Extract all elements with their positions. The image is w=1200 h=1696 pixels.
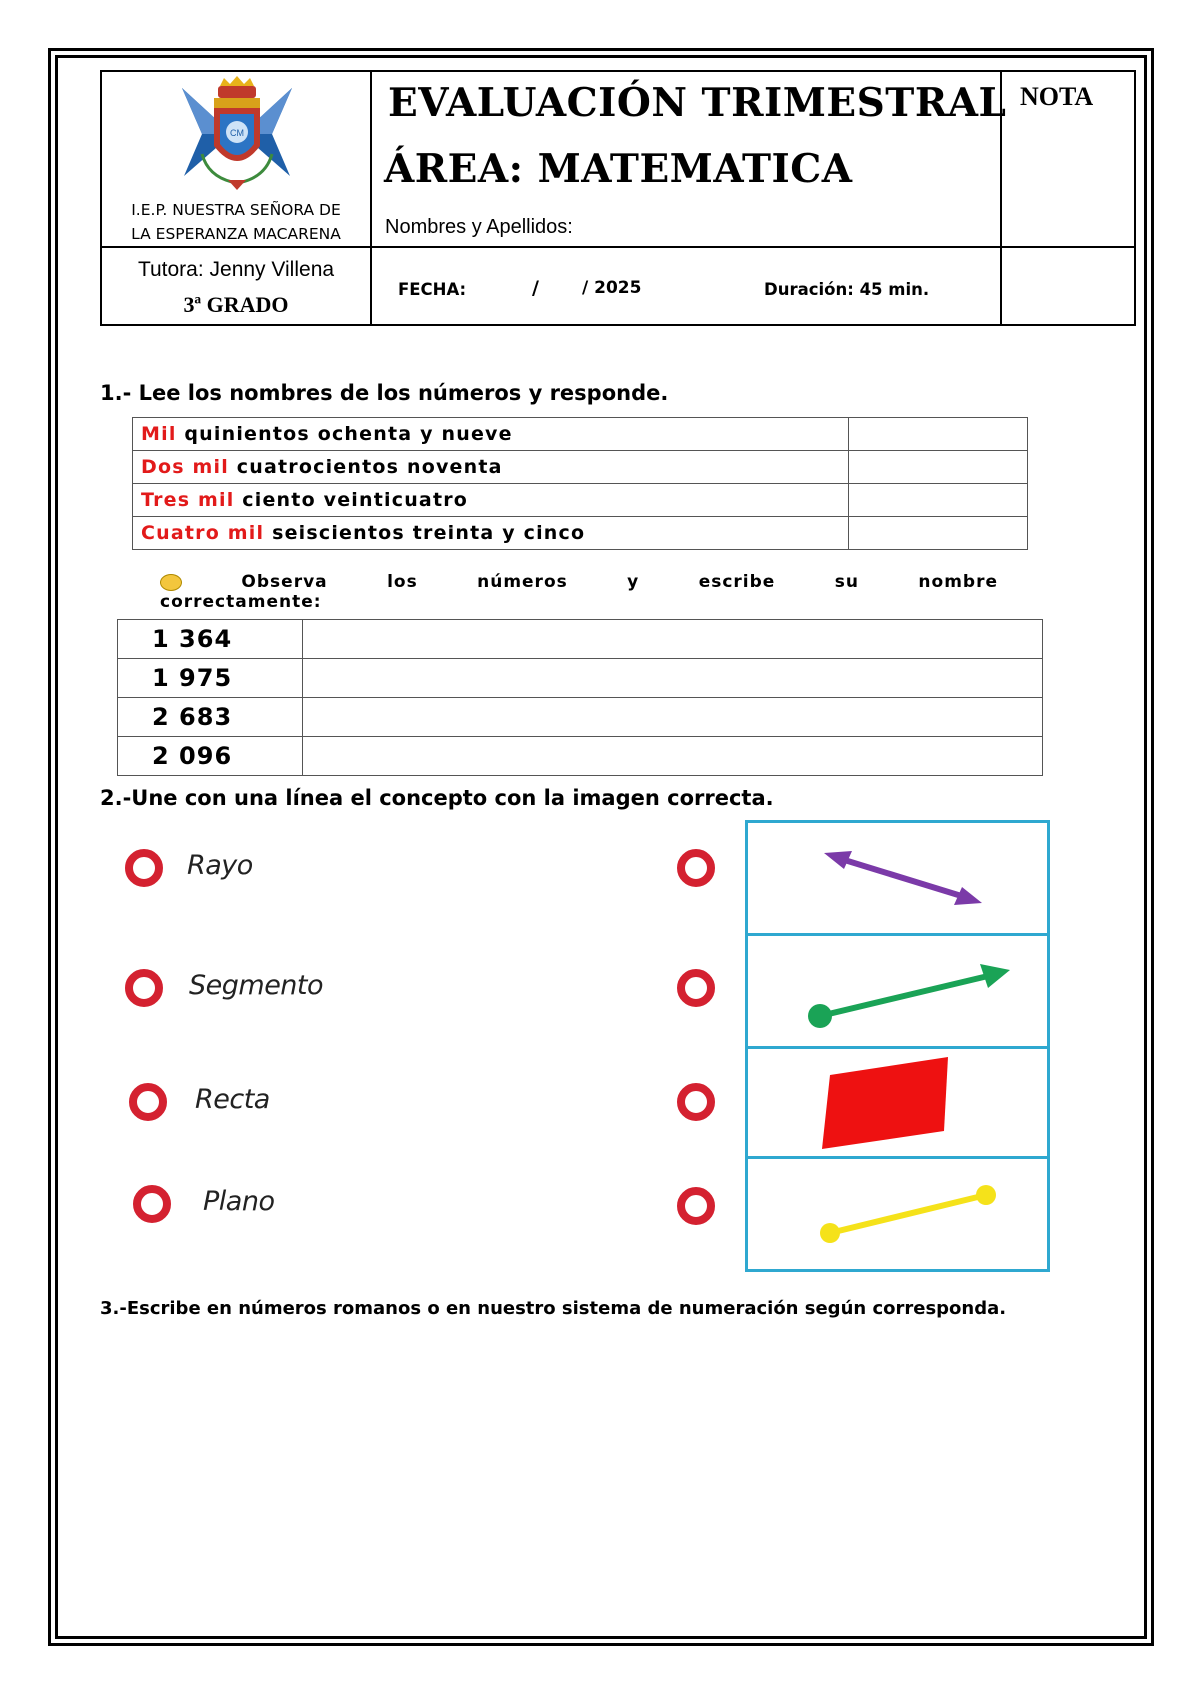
table-row: 2 096 bbox=[118, 737, 1043, 776]
question-3-title: 3.-Escribe en números romanos o en nuestro sistema de numeración según corresponda. bbox=[100, 1298, 1007, 1319]
answer-cell[interactable] bbox=[849, 484, 1028, 517]
answer-cell[interactable] bbox=[303, 659, 1043, 698]
connect-circle-icon[interactable] bbox=[124, 848, 164, 888]
question-1-title: 1.- Lee los nombres de los números y responde. bbox=[100, 381, 669, 405]
connect-circle-icon[interactable] bbox=[124, 968, 164, 1008]
school-name: I.E.P. NUESTRA SEÑORA DE LA ESPERANZA MACARENA bbox=[131, 201, 341, 243]
date-slash: / bbox=[532, 277, 539, 299]
answer-cell[interactable] bbox=[849, 451, 1028, 484]
svg-text:CM: CM bbox=[230, 128, 244, 138]
connect-circle-icon[interactable] bbox=[676, 1186, 716, 1226]
smiley-icon bbox=[160, 574, 182, 591]
instruction-observe: Observa los números y escribe su nombre correctamente: bbox=[160, 572, 998, 612]
date-label: FECHA: bbox=[398, 280, 467, 299]
connect-circle-icon[interactable] bbox=[676, 1082, 716, 1122]
concept-segmento: Segmento bbox=[189, 970, 324, 1001]
subject-area: ÁREA: MATEMATICA bbox=[384, 146, 853, 192]
table-row: 1 364 bbox=[118, 620, 1043, 659]
numbers-table bbox=[117, 619, 1043, 776]
table-row: 1 975 bbox=[118, 659, 1043, 698]
image-box-segment bbox=[745, 1156, 1050, 1272]
table-row: Tres mil ciento veinticuatro bbox=[133, 484, 1028, 517]
table-row: Cuatro mil seiscientos treinta y cinco bbox=[133, 517, 1028, 550]
connect-circle-icon[interactable] bbox=[132, 1184, 172, 1224]
answer-cell[interactable] bbox=[303, 698, 1043, 737]
connect-circle-icon[interactable] bbox=[676, 968, 716, 1008]
table-row: Mil quinientos ochenta y nueve bbox=[133, 418, 1028, 451]
exam-title: EVALUACIÓN TRIMESTRAL bbox=[388, 80, 1007, 126]
names-field-label: Nombres y Apellidos: bbox=[385, 216, 573, 238]
image-box-plane bbox=[745, 1046, 1050, 1159]
concept-recta: Recta bbox=[195, 1084, 270, 1115]
answer-cell[interactable] bbox=[849, 517, 1028, 550]
table-row: 2 683 bbox=[118, 698, 1043, 737]
grade-label: NOTA bbox=[1020, 82, 1094, 111]
header-table bbox=[100, 70, 1136, 326]
concept-rayo: Rayo bbox=[187, 850, 253, 881]
number-names-table bbox=[132, 417, 1028, 550]
answer-cell[interactable] bbox=[849, 418, 1028, 451]
duration-label: Duración: 45 min. bbox=[764, 280, 930, 299]
answer-cell[interactable] bbox=[303, 737, 1043, 776]
date-year: / 2025 bbox=[582, 278, 642, 298]
image-box-line bbox=[745, 820, 1050, 936]
table-row: Dos mil cuatrocientos noventa bbox=[133, 451, 1028, 484]
concept-plano: Plano bbox=[203, 1186, 275, 1217]
tutor-name: Tutora: Jenny Villena bbox=[137, 258, 335, 281]
school-crest-logo bbox=[162, 76, 312, 196]
grade-level: 3ª GRADO bbox=[183, 292, 289, 317]
connect-circle-icon[interactable] bbox=[128, 1082, 168, 1122]
parallelogram-icon bbox=[748, 1049, 1047, 1156]
image-box-ray bbox=[745, 933, 1050, 1049]
segment-icon bbox=[748, 1159, 1047, 1269]
answer-cell[interactable] bbox=[303, 620, 1043, 659]
connect-circle-icon[interactable] bbox=[676, 848, 716, 888]
ray-icon bbox=[748, 936, 1047, 1046]
double-arrow-line-icon bbox=[748, 823, 1047, 933]
question-2-title: 2.-Une con una línea el concepto con la imagen correcta. bbox=[100, 786, 774, 810]
